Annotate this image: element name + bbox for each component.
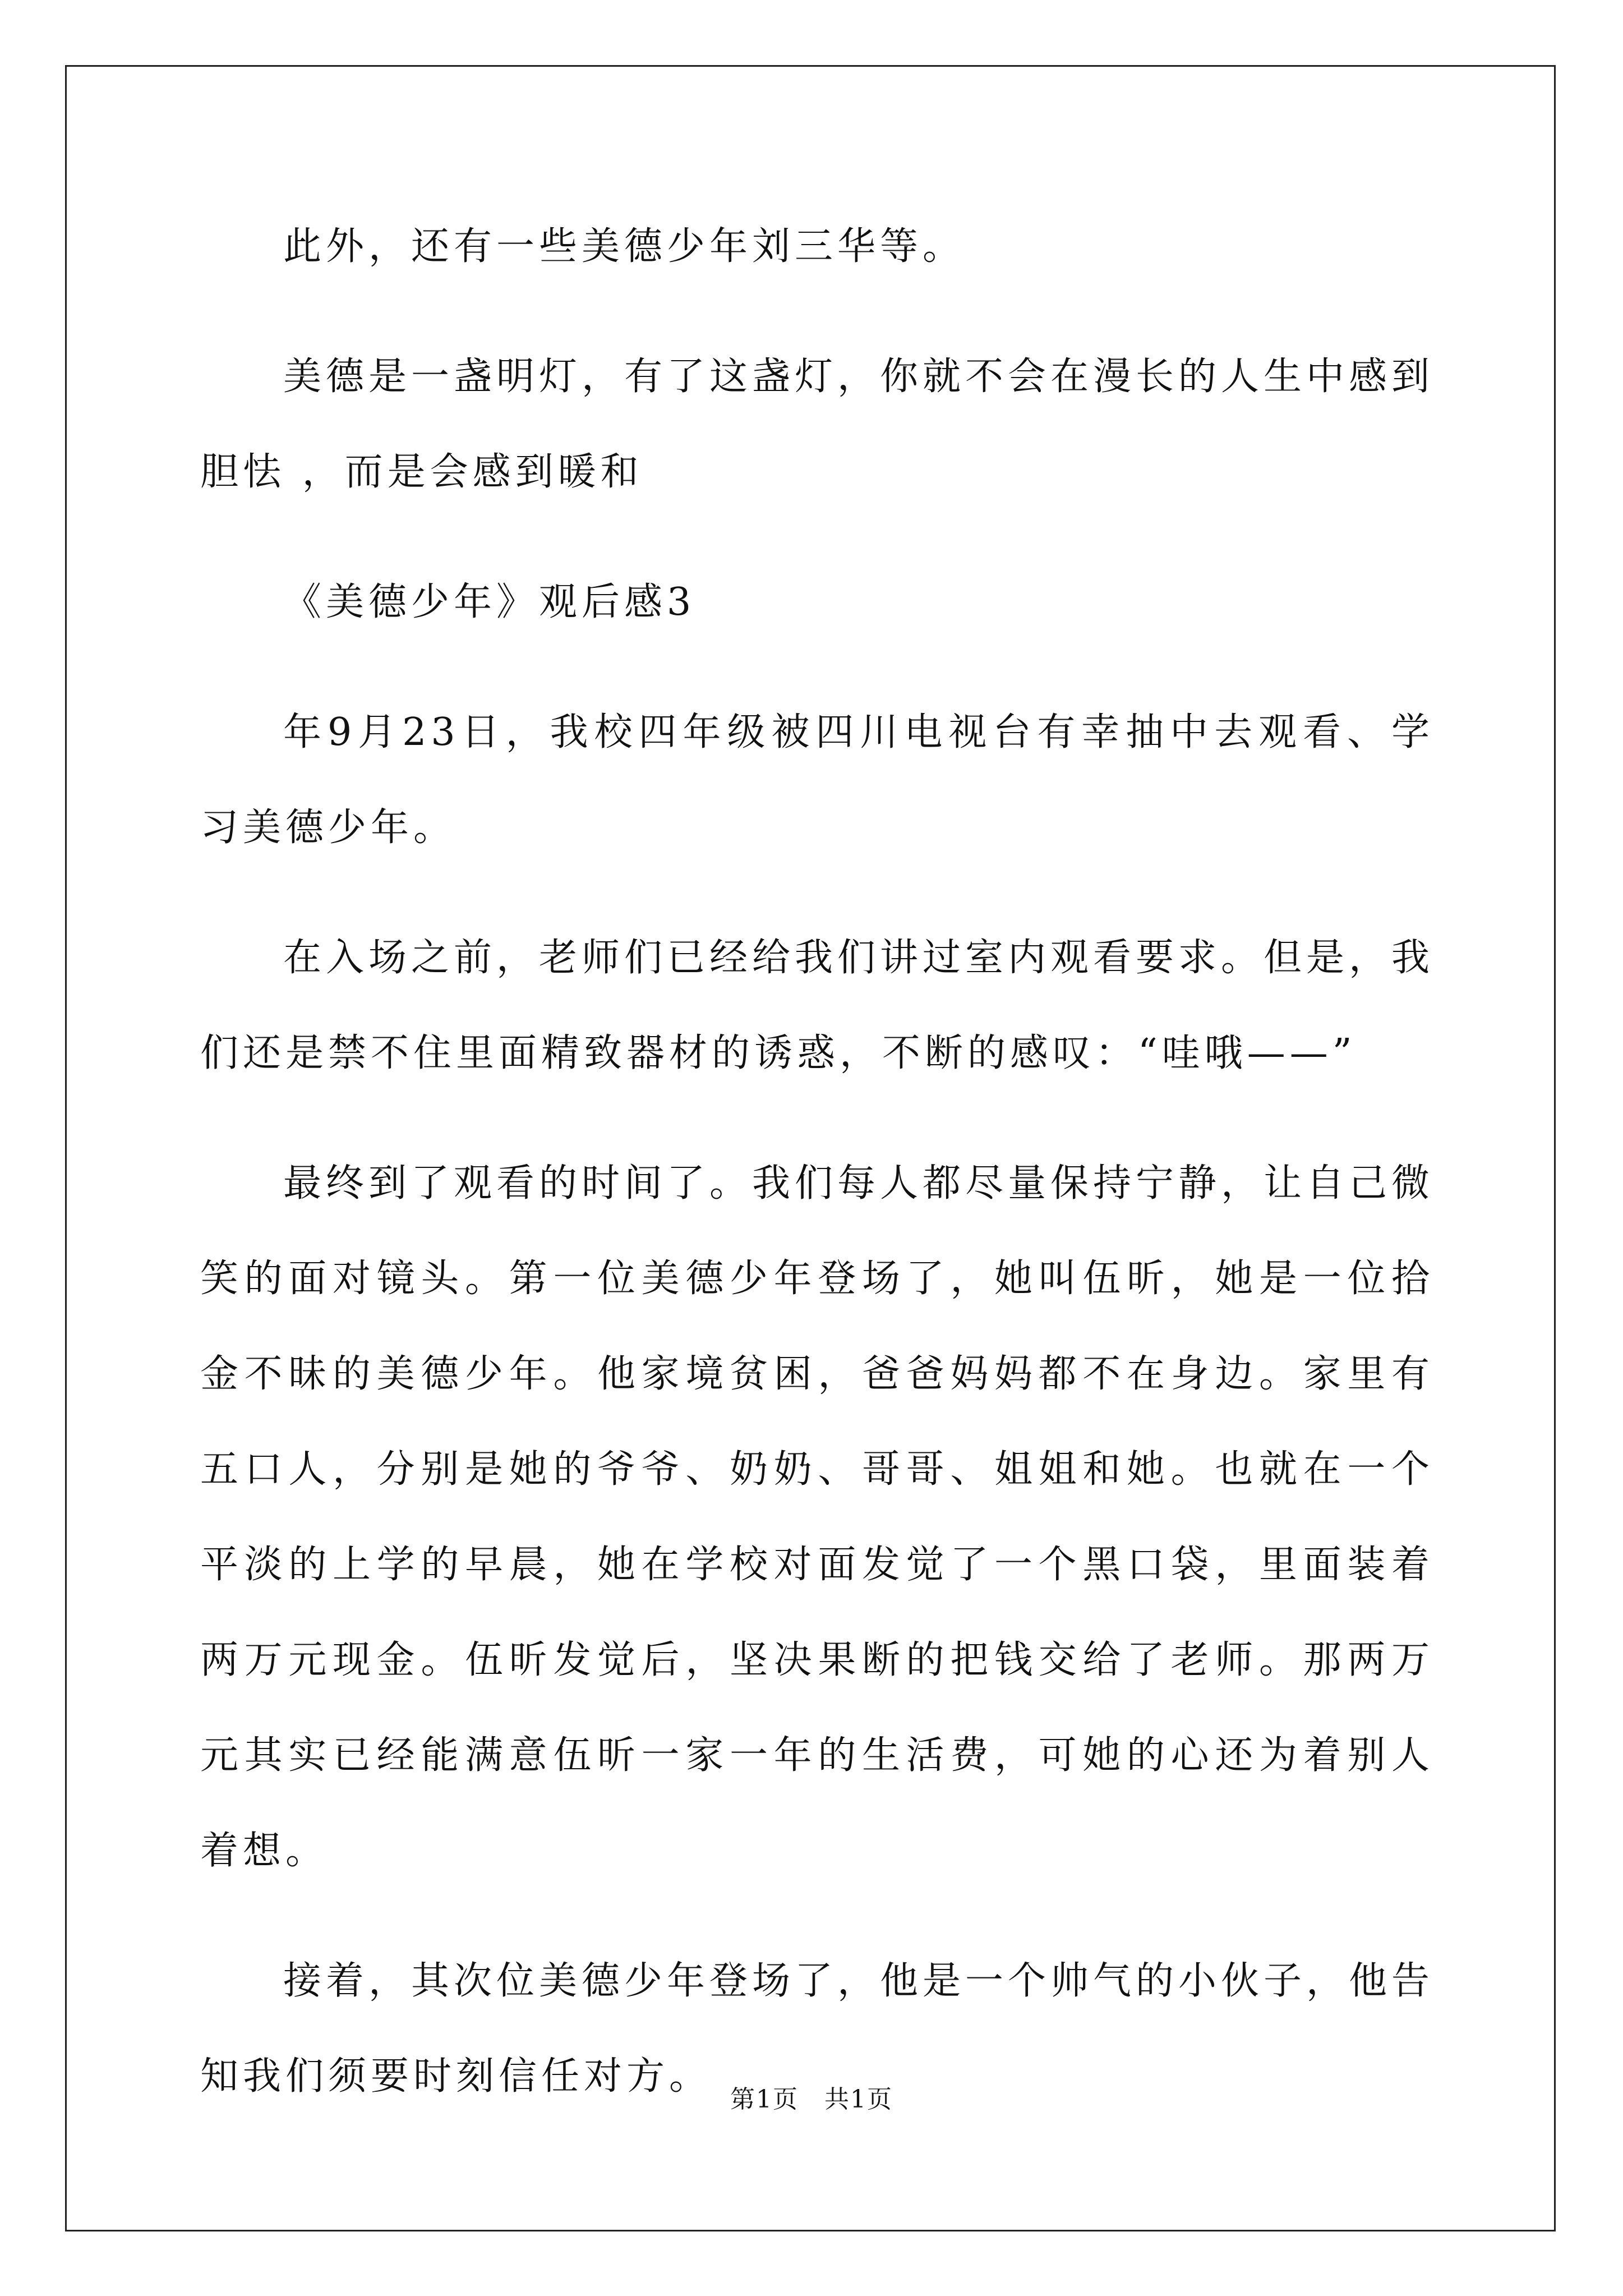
paragraph: 美德是一盏明灯，有了这盏灯，你就不会在漫长的人生中感到胆怯 ，而是会感到暖和: [200, 355, 1435, 494]
paragraph: 接着，其次位美德少年登场了，他是一个帅气的小伙子，他告知我们须要时刻信任对方。: [200, 1959, 1435, 2099]
page-number: 第1页: [730, 2085, 799, 2114]
paragraph: 最终到了观看的时间了。我们每人都尽量保持宁静，让自己微笑的面对镜头。第一位美德少年登场了，她叫伍昕，她是一位拾金不昧的美德少年。他家境贫困，爸爸妈妈都不在身边。家里有五口人，分别是她的爷爷、奶奶、哥哥、姐姐和她。也就在一个平淡的上学的早晨，她在学校对面发觉了一个黑口袋，里面装着两万元现金。伍昕发觉后，坚决果断的把钱交给了老师。那两万元其实已经能满意伍昕一家一年的生活费，可她的心还为着别人着想。: [200, 1161, 1435, 1873]
section-heading: 《美德少年》观后感3: [283, 580, 696, 624]
page-footer: [0, 2079, 1623, 2115]
paragraph: 年9月23日，我校四年级被四川电视台有幸抽中去观看、学习美德少年。: [200, 710, 1434, 850]
paragraph: 在入场之前，老师们已经给我们讲过室内观看要求。但是，我们还是禁不住里面精致器材的诱惑，不断的感叹：“哇哦——”: [200, 936, 1435, 1075]
paragraph: 此外，还有一些美德少年刘三华等。: [283, 224, 966, 269]
document-body: [200, 199, 1434, 2124]
page-total: 共1页: [824, 2085, 893, 2114]
